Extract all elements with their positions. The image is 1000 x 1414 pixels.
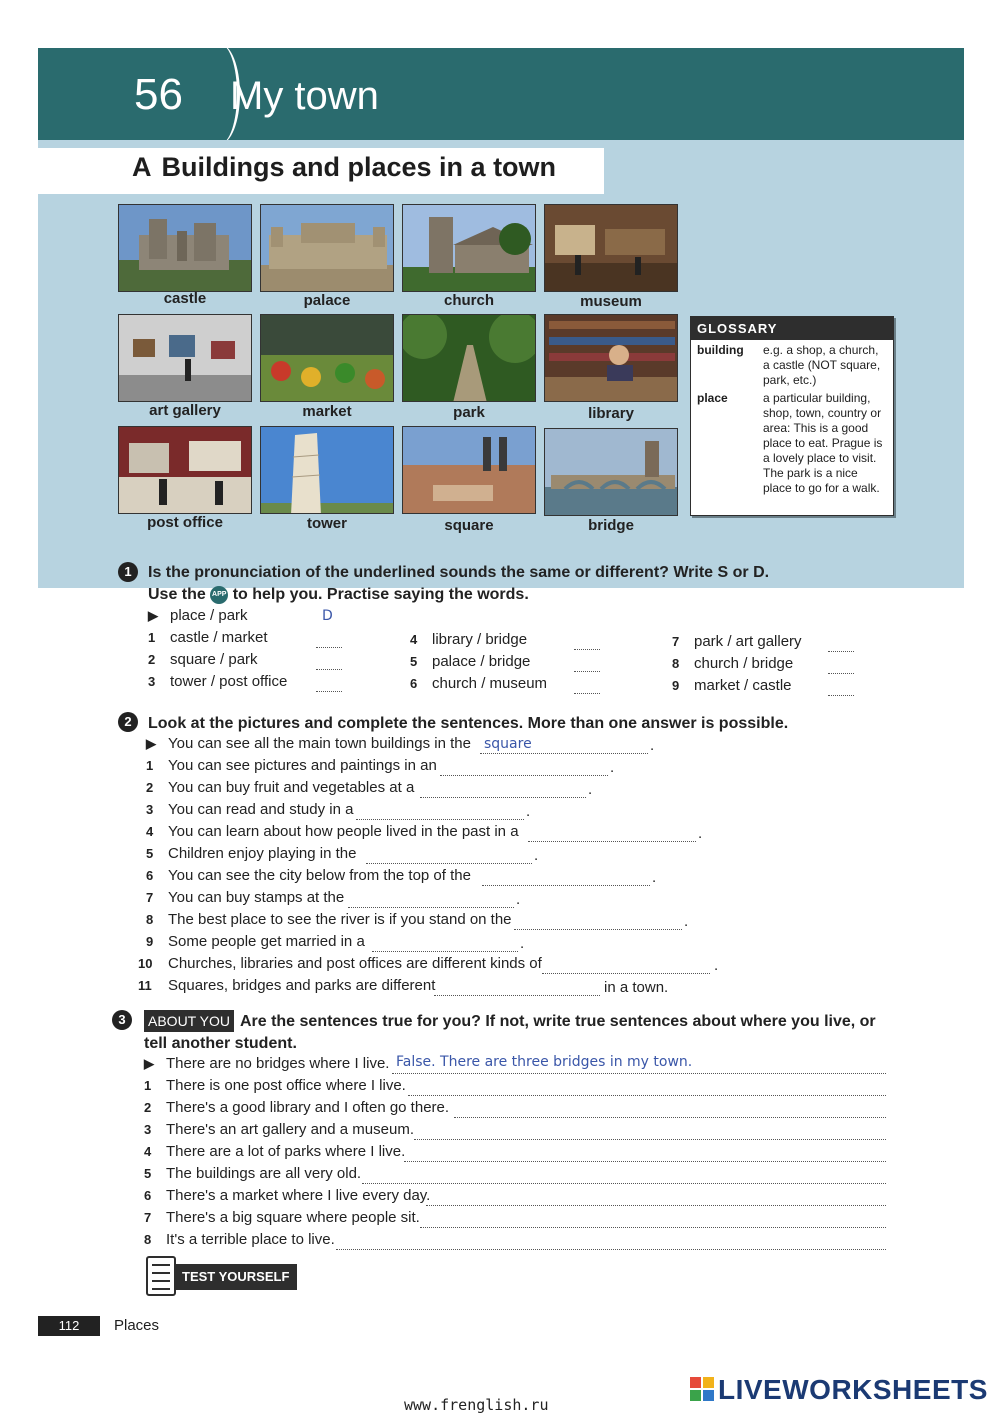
ex2-item-3: [146, 800, 353, 820]
glossary-entry: [691, 388, 893, 496]
example-marker: ▶: [144, 1056, 154, 1071]
exercise-3-number: 3: [112, 1010, 132, 1030]
answer-field[interactable]: [514, 916, 682, 930]
sentence: There is one post office where I live.: [166, 1077, 406, 1094]
exercise-2-number: 2: [118, 712, 138, 732]
answer-field[interactable]: [828, 682, 854, 696]
item-number: 8: [146, 912, 154, 927]
word-pair: place / park: [170, 607, 248, 624]
palace-photo: [260, 204, 394, 292]
sentence-end: .: [714, 957, 719, 974]
photo-label-palace: palace: [303, 292, 351, 309]
answer-field[interactable]: [482, 872, 650, 886]
sentence: It's a terrible place to live.: [166, 1231, 335, 1248]
answer-field[interactable]: [336, 1236, 886, 1250]
sentence: There are no bridges where I live.: [166, 1055, 390, 1072]
word-pair: palace / bridge: [432, 653, 531, 670]
worksheet-page: [38, 48, 964, 1348]
ex3-item-8: [144, 1230, 335, 1250]
ex1-item-6: [410, 674, 547, 694]
item-number: 1: [148, 630, 156, 645]
ex1-item-4: [410, 630, 527, 650]
unit-title: My town: [230, 74, 379, 118]
word-pair: square / park: [170, 651, 258, 668]
item-number: 1: [144, 1078, 152, 1093]
answer-field[interactable]: [366, 850, 532, 864]
exercise-2-instruction: Look at the pictures and complete the sentences. More than one answer is possible.: [148, 715, 789, 732]
ex2-item-9: [146, 932, 365, 952]
art-gallery-photo: [118, 314, 252, 402]
item-number: 4: [146, 824, 154, 839]
sentence-end: .: [520, 935, 525, 952]
app-icon: APP: [210, 586, 228, 604]
ex2-item-7: [146, 888, 344, 908]
photo-label-church: church: [443, 292, 494, 309]
photo-label-art-gallery: art gallery: [149, 402, 221, 419]
church-photo: [402, 204, 536, 292]
photo-label-square: square: [444, 517, 494, 534]
page-number: 112: [38, 1316, 100, 1336]
ex2-example-answer: square: [484, 736, 532, 752]
answer-field[interactable]: [420, 1214, 886, 1228]
ex3-item-3: [144, 1120, 414, 1140]
sentence-end: .: [650, 737, 655, 754]
square-photo: [402, 426, 536, 514]
word-pair: church / museum: [432, 675, 548, 692]
ex2-item-11: [138, 976, 435, 996]
sentence: You can see pictures and paintings in an: [168, 757, 437, 774]
item-number: 7: [144, 1210, 152, 1225]
tower-photo: [260, 426, 394, 514]
item-number: 6: [146, 868, 154, 883]
ex1-item-5: [410, 652, 530, 672]
photo-label-bridge: bridge: [588, 517, 634, 534]
item-number: 6: [144, 1188, 152, 1203]
ex1-item-8: [672, 654, 793, 674]
item-number: 2: [144, 1100, 152, 1115]
ex2-item-8: [146, 910, 512, 930]
sentence-end: .: [588, 781, 593, 798]
item-number: 9: [672, 678, 680, 693]
sentence-end: .: [684, 913, 689, 930]
answer-field[interactable]: [828, 638, 854, 652]
ex1-item-3: [148, 672, 287, 692]
test-yourself-label[interactable]: TEST YOURSELF: [146, 1264, 297, 1290]
sentence: You can buy fruit and vegetables at a: [168, 779, 415, 796]
item-number: 2: [146, 780, 154, 795]
answer-field[interactable]: [362, 1170, 886, 1184]
photo-label-museum: museum: [580, 293, 642, 310]
photo-label-market: market: [302, 403, 352, 420]
example-marker: ▶: [148, 608, 158, 623]
post-office-photo: [118, 426, 252, 514]
sentence: You can learn about how people lived in the past in a: [168, 823, 519, 840]
sentence: Churches, libraries and post offices are different kinds of: [168, 955, 542, 972]
item-number: 5: [146, 846, 154, 861]
ex2-example: [146, 734, 471, 754]
glossary-definition: a particular building, shop, town, country or area: This is a good place to eat. Prague is a lovely place to visit. The park is a nice place to go for a walk.: [763, 391, 883, 495]
sentence: The best place to see the river is if you stand on the: [168, 911, 512, 928]
sentence-end: .: [526, 803, 531, 820]
glossary-definition: e.g. a shop, a church, a castle (NOT square, park, etc.): [763, 343, 881, 387]
example-marker: ▶: [146, 736, 156, 751]
answer-field[interactable]: [574, 658, 600, 672]
bridge-photo: [544, 428, 678, 516]
ex3-item-7: [144, 1208, 420, 1228]
exercise-1-instruction: Is the pronunciation of the underlined sounds the same or different? Write S or D.: [148, 564, 770, 581]
answer-field[interactable]: [372, 938, 518, 952]
answer-field[interactable]: [528, 828, 696, 842]
ex1-item-1: [148, 628, 268, 648]
glossary-title: GLOSSARY: [691, 317, 893, 340]
ex1-item-9: [672, 676, 792, 696]
photo-label-post-office: post office: [147, 514, 223, 531]
ex2-item-2: [146, 778, 414, 798]
photo-label-park: park: [453, 404, 485, 421]
unit-header: [38, 48, 964, 140]
answer-field[interactable]: [408, 1082, 886, 1096]
answer-field[interactable]: [828, 660, 854, 674]
ex2-item-4: [146, 822, 519, 842]
answer-field[interactable]: [356, 806, 524, 820]
ex2-item-1: [146, 756, 437, 776]
glossary-box: [690, 316, 894, 516]
sentence: You can see all the main town buildings in the: [168, 735, 471, 752]
item-number: 3: [148, 674, 156, 689]
answer-field[interactable]: [440, 762, 608, 776]
section-title-text: Buildings and places in a town: [161, 152, 557, 182]
sentence-end: .: [516, 891, 521, 908]
exercise-3-instruction: [144, 1010, 884, 1055]
item-number: 8: [144, 1232, 152, 1247]
sentence: There's a big square where people sit.: [166, 1209, 420, 1226]
ex3-item-5: [144, 1164, 361, 1184]
item-number: 10: [138, 956, 153, 971]
sentence-end: .: [534, 847, 539, 864]
item-number: 6: [410, 676, 418, 691]
answer-field[interactable]: [574, 636, 600, 650]
source-credit: www.frenglish.ru: [404, 1396, 549, 1414]
word-pair: church / bridge: [694, 655, 794, 672]
ex3-item-1: [144, 1076, 406, 1096]
word-pair: library / bridge: [432, 631, 528, 648]
ex3-example-answer: False. There are three bridges in my town.: [396, 1054, 693, 1070]
unit-number: 56: [134, 70, 183, 119]
item-number: 3: [144, 1122, 152, 1137]
answer-field[interactable]: [414, 1126, 886, 1140]
sentence-end: .: [610, 759, 615, 776]
photo-label-castle: castle: [163, 290, 207, 307]
library-photo: [544, 314, 678, 402]
ex2-item-6: [146, 866, 471, 886]
brand-name: LIVEWORKSHEETS: [718, 1374, 988, 1405]
section-letter: A: [132, 152, 152, 182]
answer-field[interactable]: [316, 656, 342, 670]
sentence: Children enjoy playing in the: [168, 845, 357, 862]
answer-field[interactable]: [404, 1148, 886, 1162]
section-name: Places: [114, 1317, 160, 1334]
answer-field[interactable]: [420, 784, 586, 798]
about-you-tag: ABOUT YOU: [144, 1010, 234, 1032]
sentence: There's a good library and I often go there.: [166, 1099, 450, 1116]
answer-field[interactable]: [542, 960, 710, 974]
item-number: 11: [138, 978, 152, 993]
item-number: 5: [144, 1166, 152, 1181]
ex2-item-10: [138, 954, 542, 974]
instruction-text: to help you. Practise saying the words.: [232, 586, 529, 603]
ex3-example: [144, 1054, 389, 1074]
section-a-title: [132, 152, 556, 183]
exercise-1-instruction-2: [148, 584, 529, 606]
glossary-term: building: [697, 343, 744, 357]
sentence-end: in a town.: [604, 979, 669, 996]
sentence: You can see the city below from the top of the: [168, 867, 471, 884]
market-photo: [260, 314, 394, 402]
sentence: Squares, bridges and parks are different: [168, 977, 436, 994]
answer-field[interactable]: [434, 982, 600, 996]
item-number: 8: [672, 656, 680, 671]
ex2-item-5: [146, 844, 356, 864]
item-number: 7: [672, 634, 680, 649]
word-pair: park / art gallery: [694, 633, 802, 650]
sentence: There are a lot of parks where I live.: [166, 1143, 406, 1160]
instruction-text: Are the sentences true for you? If not, write true sentences about where you live, or tell another student.: [144, 1013, 876, 1052]
item-number: 4: [144, 1144, 152, 1159]
ex3-item-4: [144, 1142, 405, 1162]
word-pair: tower / post office: [170, 673, 288, 690]
item-number: 5: [410, 654, 418, 669]
item-number: 3: [146, 802, 154, 817]
museum-photo: [544, 204, 678, 292]
glossary-term: place: [697, 391, 728, 405]
answer-field[interactable]: [454, 1104, 886, 1118]
photo-label-library: library: [588, 405, 634, 422]
item-number: 9: [146, 934, 154, 949]
sentence: There's a market where I live every day.: [166, 1187, 431, 1204]
item-number: 1: [146, 758, 154, 773]
answer-field[interactable]: [574, 680, 600, 694]
exercise-1-number: 1: [118, 562, 138, 582]
notebook-icon: [146, 1256, 176, 1296]
ex1-item-2: [148, 650, 258, 670]
photo-label-tower: tower: [306, 515, 347, 532]
ex1-example: [148, 606, 248, 626]
sentence: The buildings are all very old.: [166, 1165, 362, 1182]
sentence-end: .: [652, 869, 657, 886]
ex1-item-7: [672, 632, 802, 652]
liveworksheets-icon: [690, 1377, 714, 1401]
glossary-entry: [691, 340, 893, 388]
word-pair: market / castle: [694, 677, 792, 694]
liveworksheets-logo: [690, 1374, 988, 1406]
item-number: 7: [146, 890, 154, 905]
ex1-example-answer: D: [322, 608, 333, 624]
park-photo: [402, 314, 536, 402]
item-number: 2: [148, 652, 156, 667]
sentence: There's an art gallery and a museum.: [166, 1121, 414, 1138]
answer-field[interactable]: [348, 894, 514, 908]
sentence: Some people get married in a: [168, 933, 365, 950]
answer-field[interactable]: [426, 1192, 886, 1206]
sentence: You can read and study in a: [168, 801, 354, 818]
answer-field[interactable]: [316, 678, 342, 692]
castle-photo: [118, 204, 252, 292]
word-pair: castle / market: [170, 629, 268, 646]
sentence-end: .: [698, 825, 703, 842]
instruction-text: Use the: [148, 586, 206, 603]
ex3-item-2: [144, 1098, 449, 1118]
sentence: You can buy stamps at the: [168, 889, 345, 906]
item-number: 4: [410, 632, 418, 647]
ex3-item-6: [144, 1186, 430, 1206]
answer-field[interactable]: [316, 634, 342, 648]
